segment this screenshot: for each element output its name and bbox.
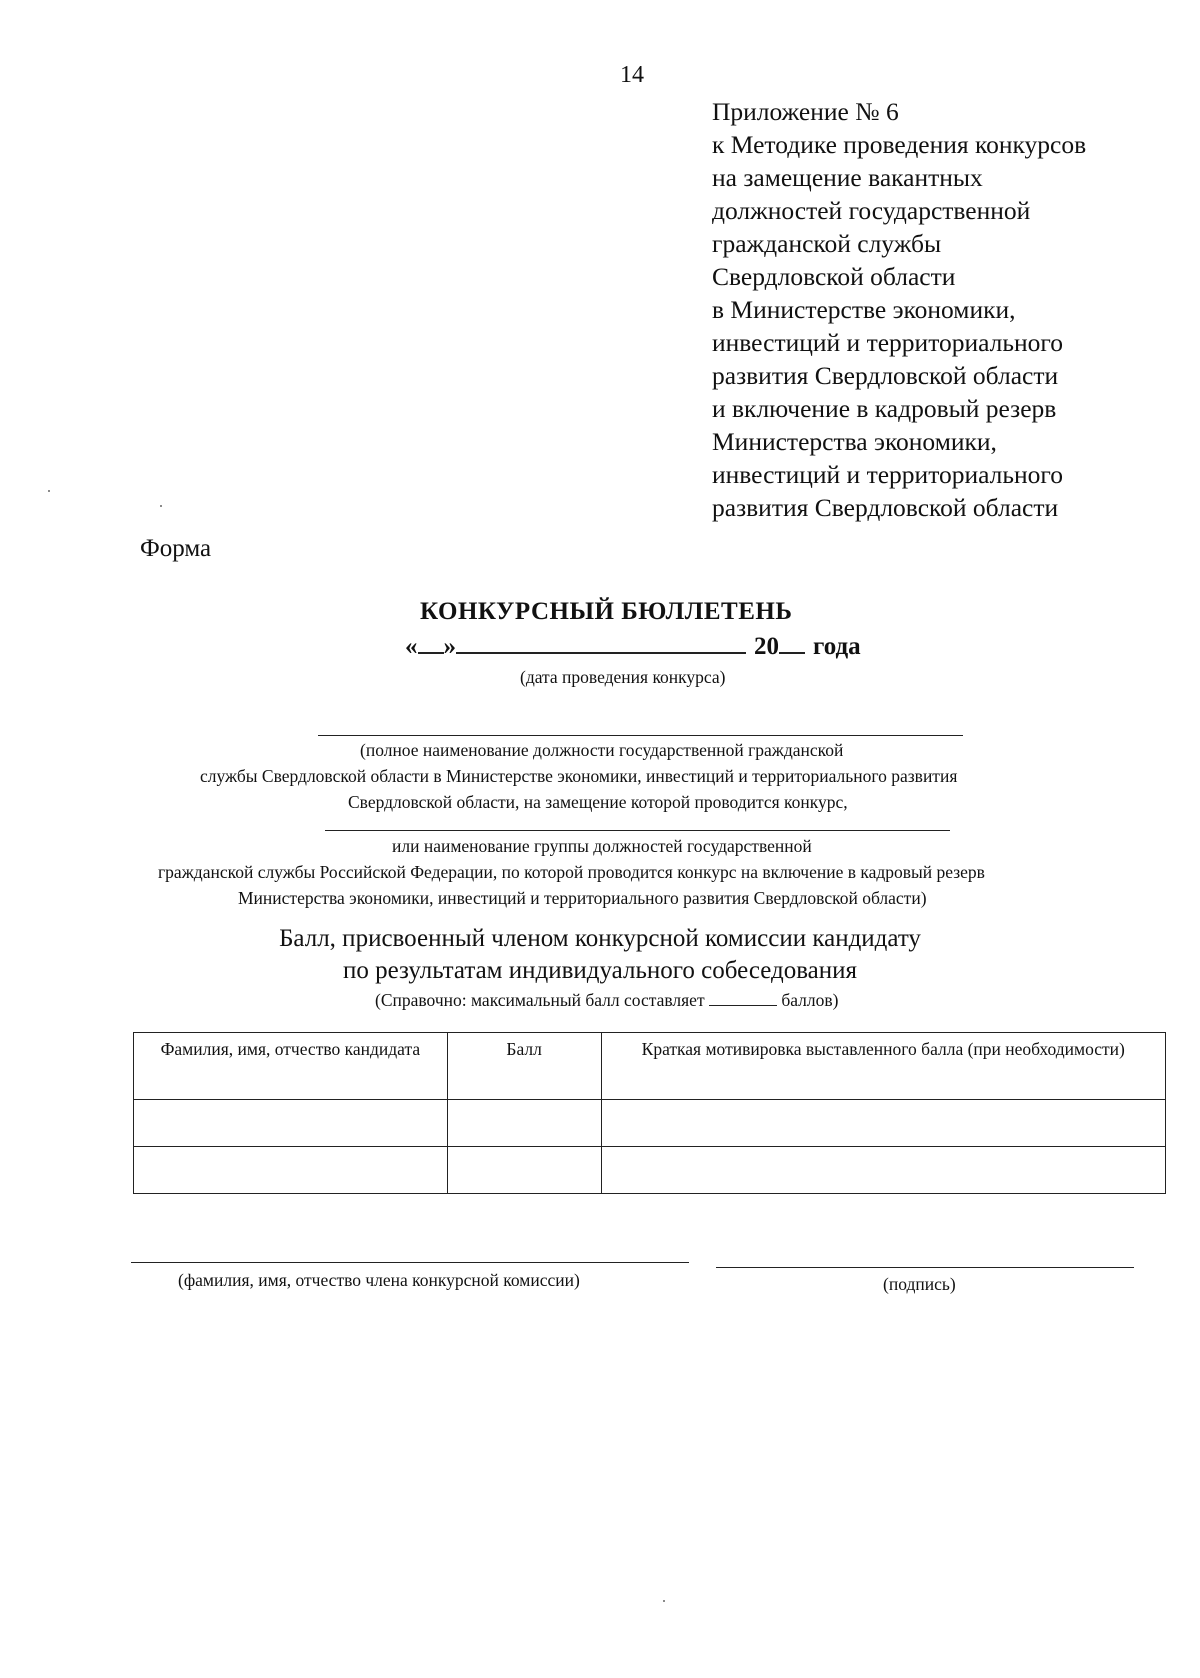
candidate-name-cell[interactable] [134,1147,448,1194]
appendix-line: и включение в кадровый резерв [712,394,1057,423]
appendix-block [712,95,1182,524]
appendix-line: в Министерстве экономики, [712,295,1016,324]
reference-suffix: баллов) [781,990,839,1010]
year-prefix: 20 [754,633,779,660]
appendix-line: Министерства экономики, [712,427,997,456]
date-open-quote: « [405,633,418,660]
position-caption-line: Свердловской области, на замещение которой проводится конкурс, [348,792,848,812]
ballot-title: КОНКУРСНЫЙ БЮЛЛЕТЕНЬ [420,598,793,625]
position-name-line[interactable] [318,735,963,736]
position-caption-line: (полное наименование должности государственной гражданской [360,740,844,760]
scan-speck [48,490,50,492]
appendix-line: на замещение вакантных [712,163,983,192]
header-motivation: Краткая мотивировка выставленного балла (при необходимости) [601,1033,1165,1100]
header-score: Балл [447,1033,601,1100]
score-heading-line: по результатам индивидуального собеседования [342,957,858,984]
score-heading-line: Балл, присвоенный членом конкурсной комиссии кандидату [279,925,921,952]
page-number: 14 [620,62,644,88]
group-name-line[interactable] [325,830,950,831]
member-name-line[interactable] [131,1262,689,1263]
reference-prefix: (Справочно: максимальный балл составляет [375,990,705,1010]
group-caption-line: или наименование группы должностей государственной [392,836,812,856]
reference-note [375,990,839,1011]
appendix-line: развития Свердловской области [712,493,1059,522]
appendix-line: гражданской службы [712,229,942,258]
date-line [405,632,861,661]
signature-caption: (подпись) [883,1274,956,1294]
year-blank[interactable] [779,632,805,654]
group-caption-line: Министерства экономики, инвестиций и территориального развития Свердловской области) [238,888,927,908]
month-blank[interactable] [456,632,746,654]
position-caption-line: службы Свердловской области в Министерстве экономики, инвестиций и территориального развития [200,766,958,786]
appendix-line: к Методике проведения конкурсов [712,130,1087,159]
signature-line[interactable] [716,1267,1134,1268]
max-score-blank[interactable] [709,991,777,1006]
score-cell[interactable] [447,1147,601,1194]
appendix-line: развития Свердловской области [712,361,1059,390]
candidate-name-cell[interactable] [134,1100,448,1147]
appendix-line: Приложение № 6 [712,97,899,126]
appendix-line: инвестиций и территориального [712,460,1064,489]
motivation-cell[interactable] [601,1100,1165,1147]
ballot-table [133,1032,1166,1194]
form-label: Форма [140,535,212,562]
table-row [134,1100,1166,1147]
appendix-line: должностей государственной [712,196,1031,225]
scan-speck [663,1600,665,1602]
group-caption-line: гражданской службы Российской Федерации, по которой проводится конкурс на включение в кадровый резерв [158,862,985,882]
table-row [134,1147,1166,1194]
member-name-caption: (фамилия, имя, отчество члена конкурсной комиссии) [178,1270,580,1290]
date-caption: (дата проведения конкурса) [520,667,726,687]
appendix-line: Свердловской области [712,262,956,291]
score-cell[interactable] [447,1100,601,1147]
day-blank[interactable] [418,632,444,654]
date-close-quote: » [443,633,456,660]
appendix-line: инвестиций и территориального [712,328,1064,357]
motivation-cell[interactable] [601,1147,1165,1194]
scan-speck [160,505,162,507]
header-candidate-name: Фамилия, имя, отчество кандидата [134,1033,448,1100]
year-suffix: года [813,633,861,660]
table-header-row [134,1033,1166,1100]
